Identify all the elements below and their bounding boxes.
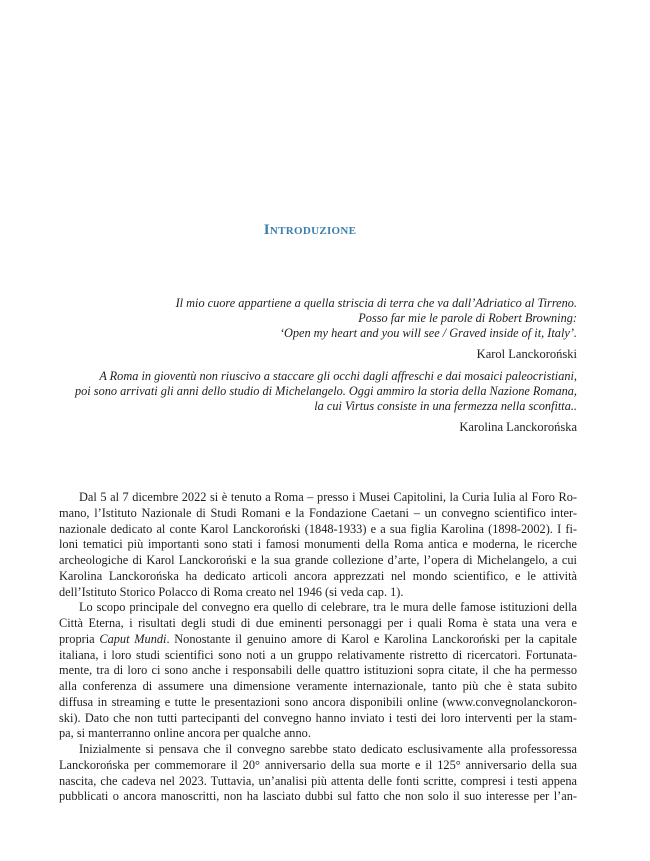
text-line: dell’Istituto Storico Polacco di Roma creato nel 1946 (si veda cap. 1).: [59, 584, 404, 599]
body-text: [59, 490, 577, 805]
text-line: [59, 632, 577, 648]
text-fragment: . Nonostante il genuino amore di Karol e Karolina Lanckoroński per la capitale: [166, 631, 577, 646]
text-fragment: propria: [59, 631, 95, 646]
text-line: italiana, i loro studi scientifici sono noti a un gruppo relativamente ristretto di ricercatori. Fortunata-: [59, 647, 577, 662]
text-line: archeologiche di Karol Lanckoroński e la sua grande collezione d’arte, l’opera di Michelangelo, a cui: [59, 553, 577, 567]
epigraph-line: la cui Virtus consiste in una fermezza nella sconfitta..: [314, 399, 577, 414]
epigraph-author: Karol Lanckoroński: [476, 346, 577, 361]
text-line: mano, l’Istituto Nazionale di Studi Romani e la Fondazione Caetani – un convegno scientifico inter-: [59, 505, 577, 520]
text-line: diffusa in streaming e tutte le presentazioni sono ancora disponibili online (www.convegnolanckoron-: [59, 694, 577, 709]
epigraph-author: Karolina Lanckorońska: [459, 419, 577, 434]
text-line: Karolina Lanckorońska ha dedicato articoli ancora apprezzati nel mondo scientifico, e le attività: [59, 568, 577, 583]
text-line: Lo scopo principale del convegno era quello di celebrare, tra le mura delle famose istituzioni della: [79, 600, 577, 615]
epigraph-line: Il mio cuore appartiene a quella striscia di terra che va dall’Adriatico al Tirreno.: [175, 296, 577, 310]
epigraph-line: ‘Open my heart and you will see / Graved inside of it, Italy’.: [279, 326, 577, 341]
epigraph-karol: [176, 296, 577, 362]
epigraph-karolina: [75, 369, 577, 435]
text-line: Lanckorońska per commemorare il 20° anniversario della sua morte e il 125° anniversario della sua: [59, 757, 577, 772]
text-line: Città Eterna, i risultati degli studi di due eminenti personaggi per i quali Roma è stata una vera e: [59, 616, 577, 630]
text-line: Inizialmente si pensava che il convegno sarebbe stato dedicato esclusivamente alla professoressa: [79, 742, 577, 756]
text-line: loni tematici più importanti sono stati i famosi monumenti della Roma antica e moderna, le ricerche: [59, 537, 577, 552]
text-line: Dal 5 al 7 dicembre 2022 si è tenuto a Roma – presso i Musei Capitolini, la Curia Iulia al Foro Ro-: [79, 490, 577, 504]
text-line: pubblicati o ancora manoscritti, non ha lasciato dubbi sul fatto che non solo il suo interesse per l’an-: [59, 789, 577, 804]
text-line: mente, tra di loro ci sono anche i responsabili delle quattro istituzioni sopra citate, il che ha permesso: [59, 663, 577, 678]
epigraph-line: Posso far mie le parole di Robert Browning:: [358, 311, 577, 326]
text-line: pa, si manterranno online ancora per qualche anno.: [59, 726, 311, 741]
epigraph-line: A Roma in gioventù non riuscivo a staccare gli occhi dagli affreschi e dai mosaici paleocristiani,: [99, 369, 577, 383]
text-line: alla conferenza di assumere una dimensione veramente internazionale, tanto più che è stata subito: [59, 679, 577, 693]
epigraph-line: poi sono arrivati gli anni dello studio di Michelangelo. Oggi ammiro la storia della Nazione Romana,: [75, 384, 577, 399]
text-line: nascita, che cadeva nel 2023. Tuttavia, un’analisi più attenta delle fonti scritte, compresi i testi appena: [59, 773, 577, 788]
text-line: nazionale dedicato al conte Karol Lanckoroński (1848-1933) e a sua figlia Karolina (1898-2002). I fi-: [59, 521, 577, 536]
emphasis-caput-mundi: Caput Mundi: [99, 631, 167, 646]
text-line: ski). Dato che non tutti partecipanti del convegno hanno inviato i testi dei loro interventi per la stam-: [59, 710, 577, 725]
chapter-title: Introduzione: [263, 222, 357, 238]
